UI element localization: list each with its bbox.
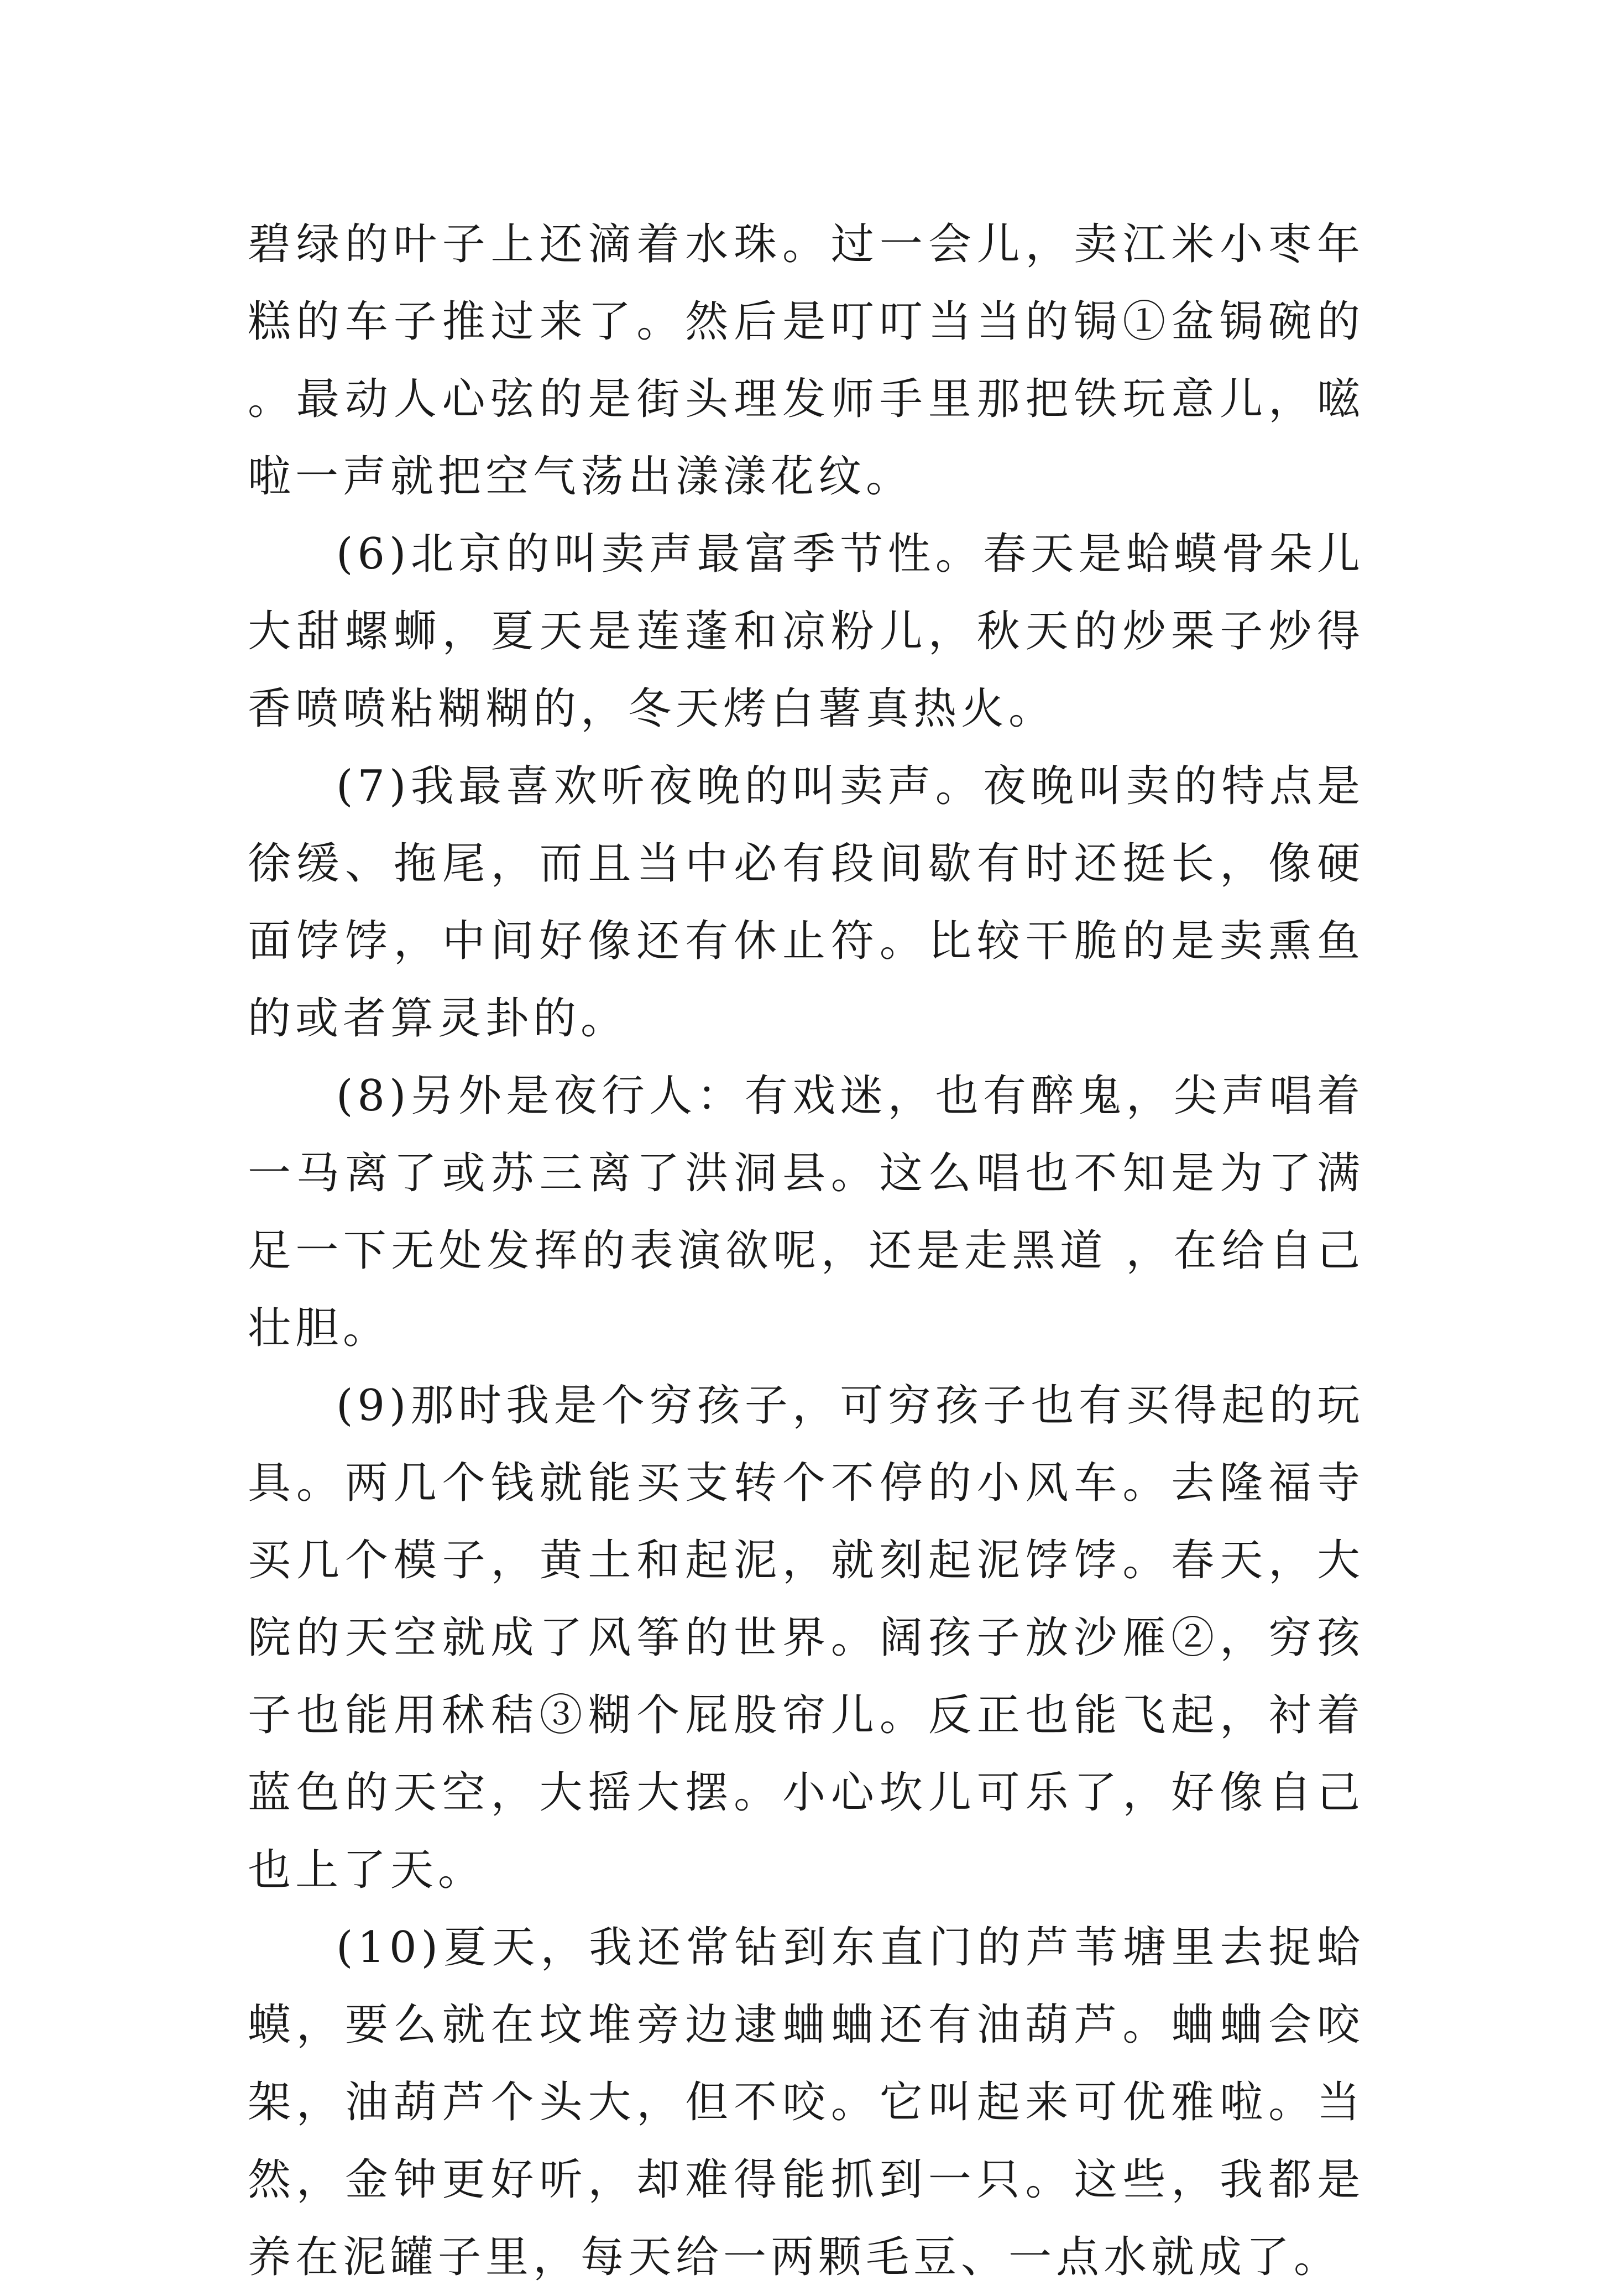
paragraph-8: (8)另外是夜行人：有戏迷，也有醉鬼，尖声唱着一马离了或苏三离了洪洞县。这么唱也不知是为了满足一下无处发挥的表演欲呢，还是走黑道 ，在给自己壮胆。	[248, 1071, 1364, 1353]
body-text	[248, 206, 1364, 2296]
paragraph-9: (9)那时我是个穷孩子，可穷孩子也有买得起的玩具。两几个钱就能买支转个不停的小风车。去隆福寺买几个模子，黄土和起泥，就刻起泥饽饽。春天，大院的天空就成了风筝的世界。阔孩子放沙雁②，穷孩子也能用秫秸③糊个屁股帘儿。反正也能飞起，衬着蓝色的天空，大摇大摆。小心坎儿可乐了，好像自己也上了天。	[248, 1381, 1364, 1895]
paragraph-continued: 碧绿的叶子上还滴着水珠。过一会儿，卖江米小枣年糕的车子推过来了。然后是叮叮当当的锔①盆锔碗的。最动人心弦的是街头理发师手里那把铁玩意儿，嗞啦一声就把空气荡出漾漾花纹。	[248, 220, 1364, 502]
paragraph-6: (6)北京的叫卖声最富季节性。春天是蛤蟆骨朵儿大甜螺蛳，夏天是莲蓬和凉粉儿，秋天的炒栗子炒得香喷喷粘糊糊的，冬天烤白薯真热火。	[248, 529, 1364, 734]
paragraph-7: (7)我最喜欢听夜晚的叫卖声。夜晚叫卖的特点是徐缓、拖尾，而且当中必有段间歇有时还挺长，像硬面饽饽，中间好像还有休止符。比较干脆的是卖熏鱼的或者算灵卦的。	[248, 761, 1364, 1043]
paragraph-10: (10)夏天，我还常钻到东直门的芦苇塘里去捉蛤蟆，要么就在坟堆旁边逮蛐蛐还有油葫芦。蛐蛐会咬架，油葫芦个头大，但不咬。它叫起来可优雅啦。当然，金钟更好听，却难得能抓到一只。这些，我都是养在泥罐子里，每天给一两颗毛豆、一点水就成了。	[248, 1923, 1364, 2282]
